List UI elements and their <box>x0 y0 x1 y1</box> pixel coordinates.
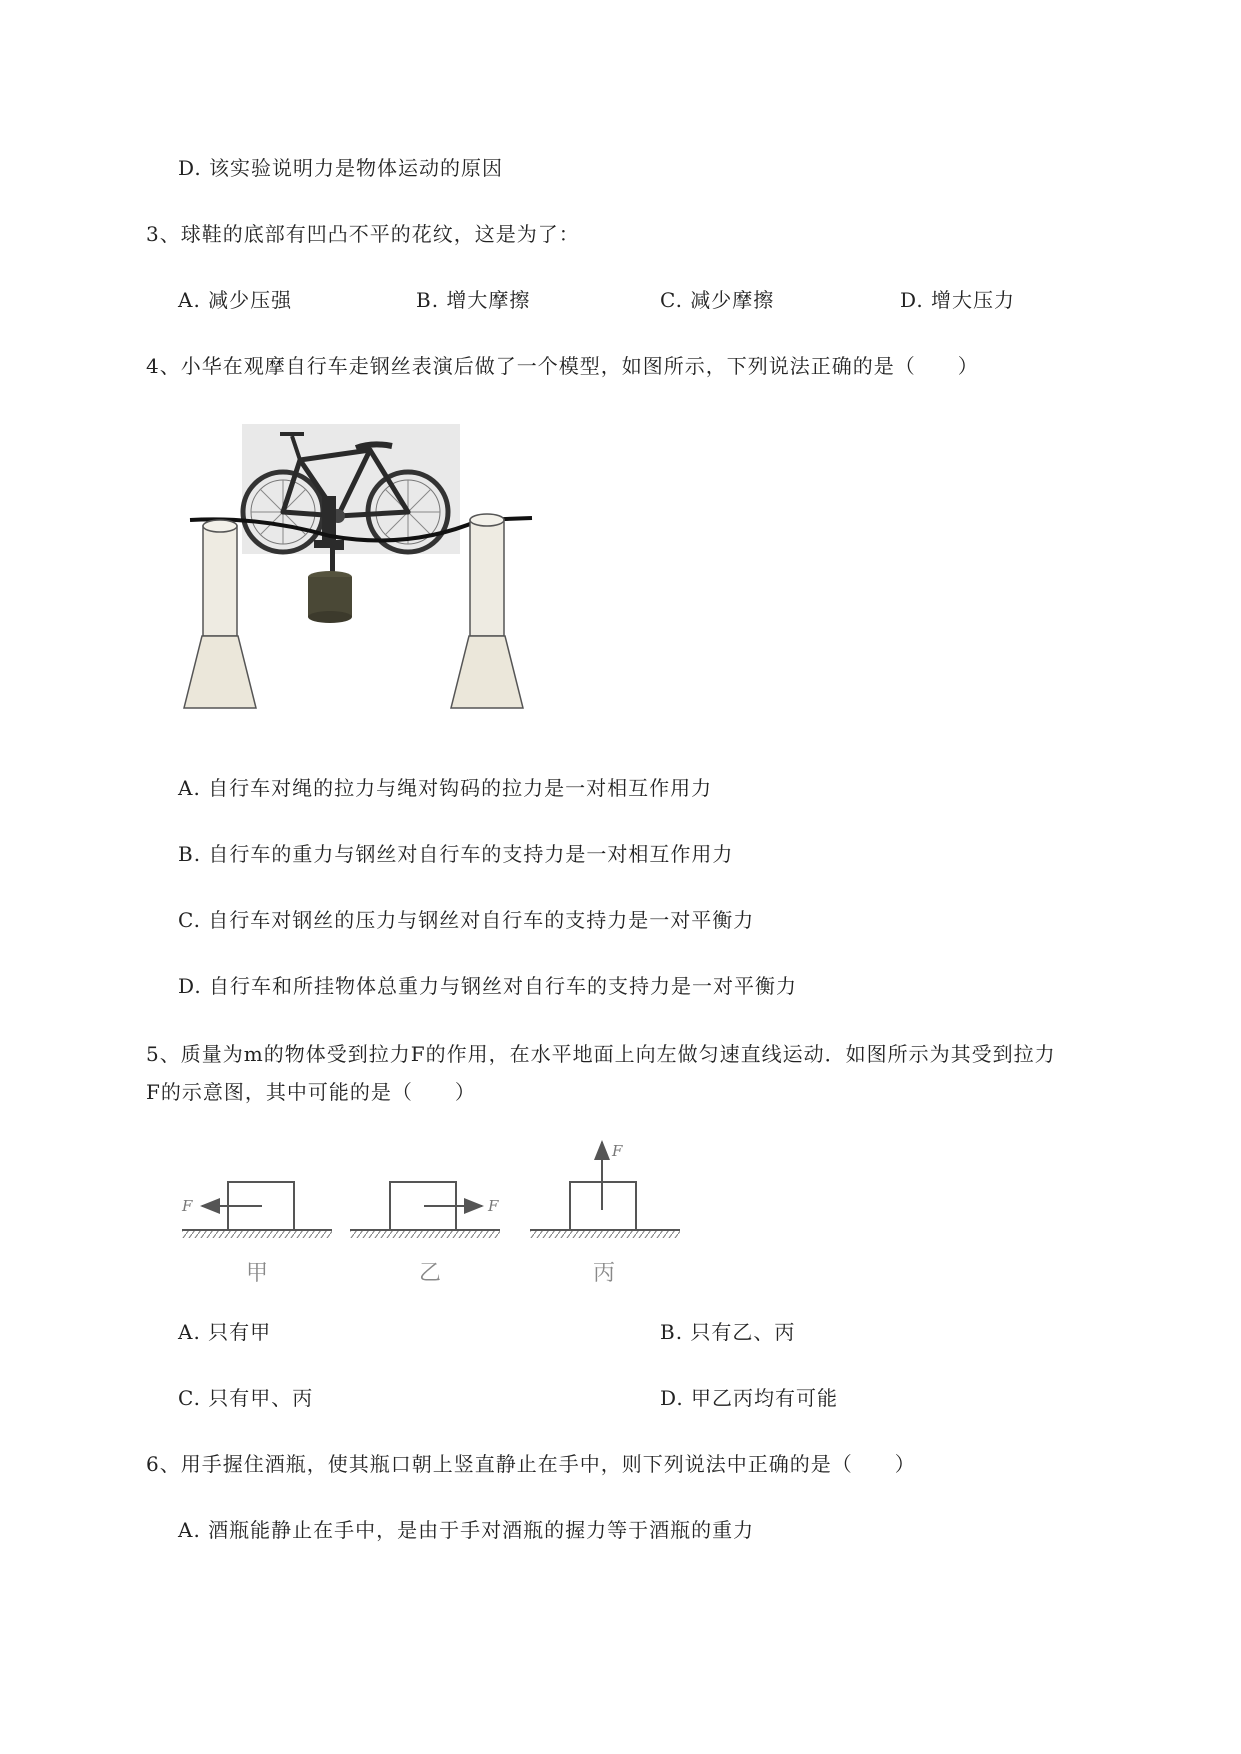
caption-jia: 甲 <box>245 1261 269 1286</box>
q5-option-b: B. 只有乙、丙 <box>660 1320 796 1344</box>
q6-stem: 6、用手握住酒瓶，使其瓶口朝上竖直静止在手中，则下列说法中正确的是（ ） <box>146 1452 916 1476</box>
right-post <box>451 514 523 708</box>
q5-stem-line1: 5、质量为m的物体受到拉力F的作用，在水平地面上向左做匀速直线运动．如图所示为其受到拉力 <box>146 1042 1056 1066</box>
q3-option-d: D. 增大压力 <box>900 288 1016 312</box>
q6-option-a: A. 酒瓶能静止在手中，是由于手对酒瓶的握力等于酒瓶的重力 <box>178 1518 755 1542</box>
diagram-yi <box>350 1182 500 1286</box>
q5-stem-line2: F的示意图，其中可能的是（ ） <box>146 1080 476 1104</box>
caption-bing: 丙 <box>592 1261 616 1286</box>
q5-option-d: D. 甲乙丙均有可能 <box>660 1386 839 1410</box>
q5-option-a: A. 只有甲 <box>178 1320 272 1344</box>
caption-yi: 乙 <box>418 1261 442 1286</box>
bicycle-tightrope-figure <box>180 420 540 720</box>
q4-stem: 4、小华在观摩自行车走钢丝表演后做了一个模型，如图所示，下列说法正确的是（ ） <box>146 354 979 378</box>
force-label-yi: F <box>488 1197 499 1215</box>
diagram-bing <box>530 1142 680 1286</box>
q3-option-c: C. 减少摩擦 <box>660 288 775 312</box>
diagram-jia <box>181 1182 332 1286</box>
q4-option-b: B. 自行车的重力与钢丝对自行车的支持力是一对相互作用力 <box>178 842 734 866</box>
force-diagram-figure <box>180 1130 690 1300</box>
q3-stem: 3、球鞋的底部有凹凸不平的花纹，这是为了： <box>146 222 580 246</box>
q4-option-c: C. 自行车对钢丝的压力与钢丝对自行车的支持力是一对平衡力 <box>178 908 755 932</box>
force-label-jia: F <box>182 1197 193 1215</box>
q4-option-d: D. 自行车和所挂物体总重力与钢丝对自行车的支持力是一对平衡力 <box>178 974 798 998</box>
q4-option-a: A. 自行车对绳的拉力与绳对钩码的拉力是一对相互作用力 <box>178 776 713 800</box>
force-label-bing: F <box>612 1142 623 1160</box>
q3-option-b: B. 增大摩擦 <box>416 288 531 312</box>
q3-option-a: A. 减少压强 <box>178 288 293 312</box>
q5-option-c: C. 只有甲、丙 <box>178 1386 314 1410</box>
hook-weight <box>308 571 352 623</box>
q2-option-d: D. 该实验说明力是物体运动的原因 <box>178 156 504 180</box>
